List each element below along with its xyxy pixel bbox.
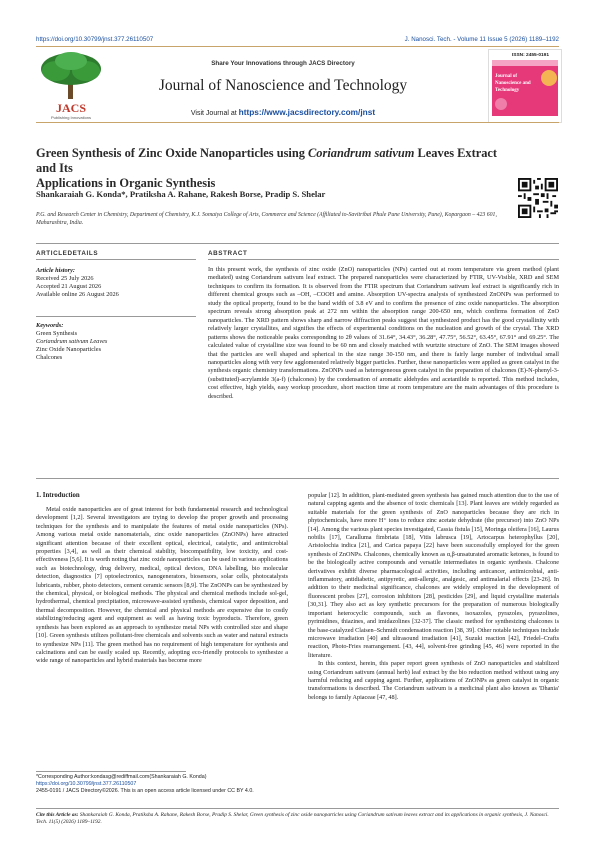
footer-doi-link[interactable]: https://doi.org/10.30799/jnst.377.26110507 — [36, 781, 137, 788]
history-rule — [36, 316, 196, 317]
cover-title-3: Technology — [495, 88, 520, 93]
license-line: 2455-0191 / JACS Directory©2026. This is an open access article licensed under CC BY 4.0. — [36, 788, 254, 795]
cite-this-article: Cite this Article as: Shankaraiah G. Konda, Pratiksha A. Rahane, Rakesh Borse, Pradip S. Shelar, Green synthesis of zinc oxide nanoparticles using Coriandrum sativum leaves extract and its applications in organic synthesis, J. Nanosci. Tech. 11(5) (2026) 1189–1192. — [36, 812, 549, 825]
abstract-heading-rule — [208, 259, 559, 260]
share-tagline: Share Your Innovations through JACS Directory — [211, 60, 355, 67]
cover-issn: ISSN: 2455-0191 — [511, 53, 549, 58]
footnotes — [36, 774, 336, 796]
article-title: Green Synthesis of Zinc Oxide Nanoparticles using Coriandrum sativum Leaves Extract and Its Applications in Organic Synthesis — [36, 146, 498, 190]
abstract-bottom-rule — [36, 478, 559, 479]
journal-cover — [488, 49, 562, 123]
qr-code-icon[interactable] — [518, 178, 558, 218]
footnote-rule — [36, 771, 186, 772]
cover-title-2: Nanoscience and — [495, 81, 531, 86]
keywords-block: Keywords: Green Synthesis Coriandrum sativum Leaves Zinc Oxide Nanoparticles Chalcones — [36, 322, 196, 362]
intro-left-column — [36, 506, 288, 666]
header-bottom-rule — [36, 122, 559, 123]
visit-line: Visit Journal at https://www.jacsdirectory.com/jnst — [190, 107, 376, 117]
intro-right-column — [308, 492, 559, 702]
logo-subtext: Publishing Innovations — [50, 115, 92, 120]
keyword: Green Synthesis — [36, 330, 78, 337]
paragraph: In this context, herein, this paper report green synthesis of ZnO nanoparticles and stabilized using Coriandrum sativum (annual herb) leaf extract by the bio reduction method without using any harmful reducing and capping agent. Further, applications of ZnONPs as green catalyst in organic transformations is described. The Coriandrum sativum is a medicinal plant also known as 'Dhania' belongs to family Apiaceae [47, 48]. — [308, 660, 559, 701]
cover-title-1: Journal of — [495, 74, 518, 79]
cite-rule — [36, 808, 559, 809]
journal-url-link[interactable]: https://www.jacsdirectory.com/jnst — [238, 107, 376, 117]
jacs-logo — [36, 49, 106, 121]
abstract-text: In this present work, the synthesis of zinc oxide (ZnO) nanoparticles (NPs) carried out at room temperature via green method (plant mediated) using Coriandrum sativum leaf extract. The prepared nanoparticles were characterized by FTIR, UV-Visible, XRD and SEM techniques to confirm its formation. It is observed from the FTIR spectrum that Coriandrum sativum leaf extract is significantly rich in different chemical groups such as –OH, –COOH and amine. Absorption UV-spectra analysis of synthesized ZnONPs was performed to study the optical property, found to be the band width of 3.8 eV and to confirm the presence of zinc oxide nanoparticles. The absorption spectrum reveals strong absorption peak at 272 nm within the absorption range 200-650 nm, which confirms formation of ZnO nanoparticles. The XRD pattern shows sharp and narrow diffraction peaks suggest that synthesized product has the good crystallinity with relatively larger crystallites, and signifies the effects of experimental conditions on the nucleation and growth of the crystal. The XRD patterns shows the noticeable peaks corresponding to 2θ values of 31.64°, 34.43°, 36.28°, 47.75°, 56.52°, 63.45°, 67.91° and 69.25°. The calculated value of crystalline size was found to be 60 nm and closely matched with wurtzite structure of ZnO. The SEM images showed that the particles are well shaped and spherical in the size range 30-150 nm, and there is fairly large number of individual small nanoparticles along with very few agglomerated relatively bigger particles. Further, these nanoparticles were applied as green catalyst in the synthesis organic chemistry transformations. ZnONPs used as heterogeneous green catalyst in the preparation of chalcones (E)-N-phenyl-3-(substituted)-acrylamide 3(a-f) (chalcones) by the condensation of aromatic aldehydes and acetanilide is reported. This method includes, cost effective, high yields, easy workup procedure, short reaction time at room temperature are the main advantages of this procedure is described. — [208, 266, 559, 400]
section-heading: 1. Introduction — [36, 492, 80, 499]
journal-name: Journal of Nanoscience and Technology — [158, 77, 408, 94]
abstract-heading: ABSTRACT — [208, 250, 248, 257]
details-heading: ARTICLEDETAILS — [36, 250, 99, 257]
article-history: Article history: Received 25 July 2026 Accepted 21 August 2026 Available online 26 August 2026 — [36, 267, 196, 299]
paragraph: popular [12]. In addition, plant-mediated green synthesis has gained much attention due to the use of natural capping agents and the absence of toxic chemicals [13]. Plant leaves are widely regarded as suitable materials for the green synthesis of ZnO nanoparticles because they are rich in phytochemicals, have more H⁺ ions to reduce zinc acetate dehydrate (the precursor) into ZnO NPs [14]. Among the various plant species investigated, Cassia fistula [15], Moringa oleifera [16], Laurus nobilis [17], Caralluma fimbriata [18], Vitis labrusca [19], Artocarpus heterophyllus [20], Aristolochia indica [21], and Carica papaya [22] have been successfully employed for the green synthesis of ZnONPs. Chalcones, chemically known as α,β-unsaturated aromatic ketones, is found to be the biologically active compounds and versatile intermediates in organic synthesis. Chalcone derivatives exhibit diverse pharmacological activities, including anticancer, antimicrobial, anti-inflammatory, antidiabetic, antipyretic, anti-allergic, analgesic, and antimalarial effects [23-26]. In addition to their medicinal significance, chalcones are widely employed in the development of fluorescent probes [27], corrosion inhibitors [28], pesticides [29], and liquid crystalline materials [30,31]. They also act as key synthetic precursors for the preparation of numerous biologically important heterocyclic compounds, such as flavones, isoxazoles, pyrazoles, pyrazolines, pyrimidines, thiazines, and imidazolines [32-37]. The classic method for synthesizing chalcones is the base-catalyzed Claisen–Schmidt condensation reaction [38, 39]. Other notable techniques include microwave irradiation [40] and ultrasound irradiation [41], Suzuki reaction [42], Friedel–Crafts reaction, Photo-Fries rearrangement. [43, 44], solvent-free grinding [45, 46] were reported in the literature. — [308, 492, 559, 659]
journal-header — [118, 60, 448, 117]
paragraph: Metal oxide nanoparticles are of great interest for both fundamental research and technological development [1,2]. Several investigators are trying to develop the proper growth and processing techniques for the synthesis and to manipulate the features of metal oxide nanoparticles (NPs). Among various metal oxide nanomaterials, zinc oxide nanoparticles (ZnONPs) have attracted significant attention because of their excellent optical, electrical, catalytic, and antimicrobial properties [3,4], as well as their chemical stability, biocompatibility, low toxicity, and cost-effectiveness [5,6]. It is worth noting that zinc oxide nanoparticles can be used in various applications such as biotechnology, drug delivery, medical, optical devices, DNA labelling, bio molecular detection, diagnostics [7] optoelectronics, nanogenerators, biosensors, solar cells, photocatalysts lubricants, rubber, photo detectors, cement ceramic sensors [8,9]. The ZnONPs can be synthesized by the chemical, physical, or biological methods. The physical and chemical methods include sol-gel, hydrothermal, chemical precipitation, microwave-assisted synthesis, chemical vapor deposition, and thermal decomposition. However, the chemical and physical methods are expensive due to costly stabilizing/reducing agent and equipment as well as having toxic byproducts. Therefore, green synthesis has been explored as an approach to synthesize metal NPs with controlled size and shape [10]. Green synthesis utilizes pollutant-free chemicals and solvents such as water and natural extracts to synthesize NPs [11]. The green method has no requirement of high temperature for synthesis and calcinations and can be easily scaled up. Recently, adopting eco-friendly protocols to synthesize a wide range of nanoparticles and hybrid materials has become more — [36, 506, 288, 665]
author-list: Shankaraiah G. Konda*, Pratiksha A. Rahane, Rakesh Borse, Pradip S. Shelar — [36, 189, 326, 199]
top-bar — [36, 36, 559, 43]
corresponding-author: *Corresponding Author:kondasg@rediffmail.com(Shankaraiah G. Konda) — [36, 774, 207, 780]
keyword: Zinc Oxide Nanoparticles — [36, 346, 102, 353]
doi-link[interactable]: https://doi.org/10.30799/jnst.377.26110507 — [36, 36, 154, 43]
tree-icon — [41, 52, 101, 99]
header-rule — [36, 46, 559, 47]
online-date: Available online 26 August 2026 — [36, 291, 119, 298]
logo-text: JACS — [55, 101, 87, 115]
affiliation: P.G. and Research Center in Chemistry, Department of Chemistry, K.J. Somaiya College of Arts, Commerce and Science (Affiliated to-Savitribai Phule Pune University, Pune), Kopargaon – 423 601, Maharashtra, India. — [36, 212, 497, 226]
keyword: Chalcones — [36, 354, 63, 361]
keyword: Coriandrum sativum Leaves — [36, 338, 108, 345]
details-heading-rule — [36, 259, 196, 260]
details-top-rule — [36, 243, 559, 244]
received-date: Received 25 July 2026 — [36, 275, 94, 282]
accepted-date: Accepted 21 August 2026 — [36, 283, 102, 290]
journal-citation: J. Nanosci. Tech. - Volume 11 Issue 5 (2026) 1189–1192 — [404, 36, 559, 43]
